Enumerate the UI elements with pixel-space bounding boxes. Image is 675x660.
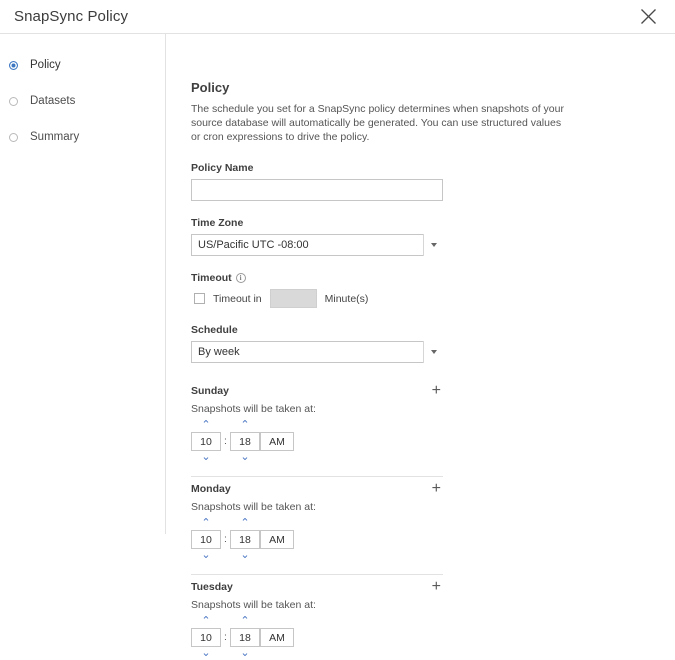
time-spinner-sunday xyxy=(191,419,657,464)
dialog-body xyxy=(0,34,675,659)
policy-form-scroll-region[interactable] xyxy=(166,80,675,659)
day-header xyxy=(191,480,443,497)
hour-stepper xyxy=(191,615,221,660)
minute-value[interactable]: 18 xyxy=(230,530,260,549)
day-sub-label: Snapshots will be taken at: xyxy=(191,403,316,415)
time-spinner-tuesday xyxy=(191,615,657,660)
day-name-label: Tuesday xyxy=(191,581,233,593)
sidebar-item-summary[interactable] xyxy=(0,123,165,151)
close-icon[interactable] xyxy=(635,4,661,30)
sidebar-item-label: Policy xyxy=(30,59,61,71)
policy-name-label: Policy Name xyxy=(191,162,254,174)
chevron-up-icon[interactable]: ⌃ xyxy=(201,615,211,627)
minute-value[interactable]: 18 xyxy=(230,432,260,451)
meridiem-stepper xyxy=(260,419,294,451)
schedule-select-value: By week xyxy=(191,341,443,363)
timeout-label xyxy=(191,272,657,284)
time-separator: : xyxy=(224,631,227,643)
policy-name-field-group xyxy=(191,162,657,201)
time-zone-select[interactable] xyxy=(191,234,443,256)
chevron-down-icon[interactable] xyxy=(423,341,443,363)
minute-stepper xyxy=(230,615,260,660)
sidebar-item-policy[interactable] xyxy=(0,51,165,79)
schedule-field-group xyxy=(191,324,657,363)
hour-value[interactable]: 10 xyxy=(191,432,221,451)
chevron-down-icon[interactable]: ⌄ xyxy=(240,451,250,463)
chevron-up-icon[interactable]: ⌃ xyxy=(240,615,250,627)
chevron-down-icon[interactable]: ⌄ xyxy=(240,549,250,561)
policy-form xyxy=(166,80,675,660)
policy-name-input[interactable] xyxy=(191,179,443,201)
hour-stepper xyxy=(191,419,221,464)
hour-stepper xyxy=(191,517,221,562)
chevron-up-icon[interactable]: ⌃ xyxy=(240,517,250,529)
dialog-header xyxy=(0,0,675,33)
wizard-steps-sidebar xyxy=(0,34,166,534)
meridiem-stepper xyxy=(260,517,294,549)
day-block-tuesday xyxy=(191,575,657,660)
day-header xyxy=(191,578,443,595)
sidebar-item-datasets[interactable] xyxy=(0,87,165,115)
day-name-label: Monday xyxy=(191,483,231,495)
chevron-up-icon[interactable]: ⌃ xyxy=(201,419,211,431)
time-zone-field-group xyxy=(191,217,657,256)
add-time-button[interactable]: + xyxy=(431,382,441,399)
main-panel xyxy=(166,34,675,659)
day-block-monday xyxy=(191,477,657,575)
timeout-minutes-input[interactable] xyxy=(270,289,317,308)
chevron-down-icon[interactable]: ⌄ xyxy=(240,647,250,659)
timeout-suffix-label: Minute(s) xyxy=(324,292,369,305)
timeout-checkbox[interactable] xyxy=(194,293,205,304)
chevron-up-icon[interactable]: ⌃ xyxy=(201,517,211,529)
time-separator: : xyxy=(224,533,227,545)
minute-stepper xyxy=(230,419,260,464)
timeout-field-group xyxy=(191,272,657,308)
time-spinner-monday xyxy=(191,517,657,562)
timeout-label-text: Timeout xyxy=(191,272,232,284)
time-separator: : xyxy=(224,435,227,447)
meridiem-value[interactable]: AM xyxy=(260,432,294,451)
meridiem-value[interactable]: AM xyxy=(260,628,294,647)
sidebar-item-label: Summary xyxy=(30,131,80,143)
hour-value[interactable]: 10 xyxy=(191,628,221,647)
page-title: SnapSync Policy xyxy=(14,8,129,25)
schedule-select[interactable] xyxy=(191,341,443,363)
add-time-button[interactable]: + xyxy=(431,480,441,497)
time-zone-label: Time Zone xyxy=(191,217,244,229)
radio-icon xyxy=(9,97,18,106)
day-name-label: Sunday xyxy=(191,385,229,397)
info-icon[interactable]: i xyxy=(236,273,246,283)
add-time-button[interactable]: + xyxy=(431,578,441,595)
radio-icon xyxy=(9,133,18,142)
chevron-down-icon[interactable] xyxy=(423,234,443,256)
chevron-down-icon[interactable]: ⌄ xyxy=(201,451,211,463)
hour-value[interactable]: 10 xyxy=(191,530,221,549)
chevron-up-icon[interactable]: ⌃ xyxy=(240,419,250,431)
timeout-prefix-label: Timeout in xyxy=(213,292,262,305)
section-description: The schedule you set for a SnapSync policy determines when snapshots of your source database will automatically be generated. You can use structured values or cron expressions to drive the policy. xyxy=(191,103,564,143)
radio-icon xyxy=(9,61,18,70)
chevron-down-icon[interactable]: ⌄ xyxy=(201,647,211,659)
meridiem-value[interactable]: AM xyxy=(260,530,294,549)
day-sub-label: Snapshots will be taken at: xyxy=(191,599,316,611)
sidebar-item-label: Datasets xyxy=(30,95,76,107)
schedule-label: Schedule xyxy=(191,324,238,336)
meridiem-stepper xyxy=(260,615,294,647)
day-sub-label: Snapshots will be taken at: xyxy=(191,501,316,513)
day-header xyxy=(191,382,443,399)
minute-stepper xyxy=(230,517,260,562)
day-block-sunday xyxy=(191,379,657,477)
chevron-down-icon[interactable]: ⌄ xyxy=(201,549,211,561)
section-heading: Policy xyxy=(191,80,230,95)
time-zone-select-value: US/Pacific UTC -08:00 xyxy=(191,234,443,256)
timeout-row xyxy=(191,289,657,308)
minute-value[interactable]: 18 xyxy=(230,628,260,647)
